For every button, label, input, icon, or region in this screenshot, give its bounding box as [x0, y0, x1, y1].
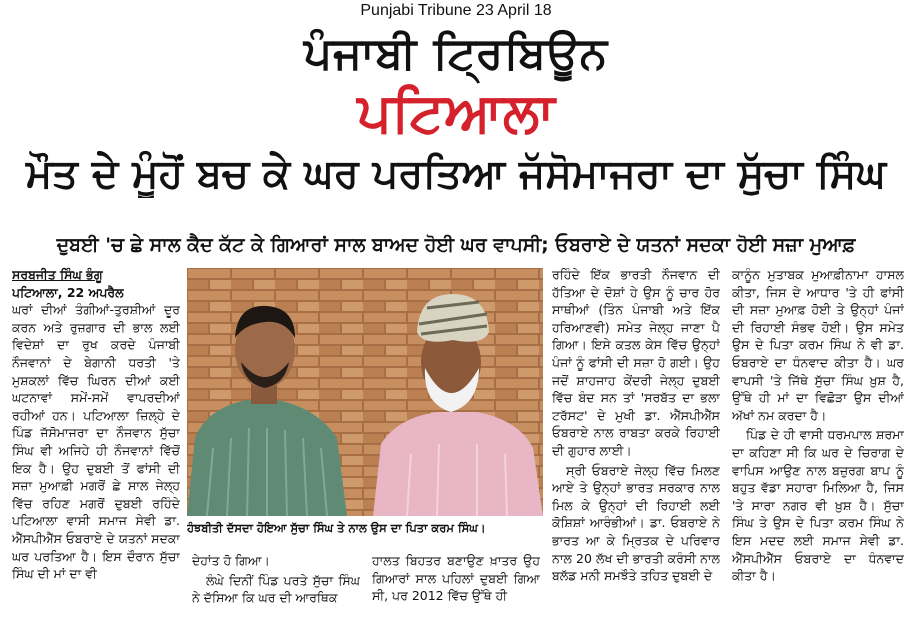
subheadline: ਦੁਬਈ 'ਚ ਛੇ ਸਾਲ ਕੈਦ ਕੱਟ ਕੇ ਗਿਆਰਾਂ ਸਾਲ ਬਾਅਦ ਹੋਈ ਘਰ ਵਾਪਸੀ; ਓਬਰਾਏ ਦੇ ਯਤਨਾਂ ਸਦਕਾ ਹੋਈ ਸਜ਼ਾ ਮੁਆਫ਼ [56, 234, 856, 256]
section-title: ਪਟਿਆਲਾ [357, 81, 555, 144]
photo-illustration [187, 268, 543, 516]
column-2-text-2: ਲੰਘੇ ਦਿਨੀਂ ਪਿੰਡ ਪਰਤੇ ਸੁੱਚਾ ਸਿੰਘ ਨੇ ਦੱਸਿਆ ਕਿ ਘਰ ਦੀ ਆਰਥਿਕ [192, 572, 360, 606]
column-1-text: ਘਰਾਂ ਦੀਆਂ ਤੰਗੀਆਂ-ਤੁਰਸ਼ੀਆਂ ਦੂਰ ਕਰਨ ਅਤੇ ਰੁਜ਼ਗਾਰ ਦੀ ਭਾਲ ਲਈ ਵਿਦੇਸ਼ਾਂ ਦਾ ਰੁਖ ਕਰਦੇ ਪੰਜਾਬੀ ਨੌਜਵਾਨਾਂ ਦੇ ਬੇਗਾਨੀ ਧਰਤੀ 'ਤੇ ਮੁਸ਼ਕਲਾਂ ਵਿੱਚ ਘਿਰਨ ਦੀਆਂ ਕਈ ਘਟਨਾਵਾਂ ਸਮੇਂ-ਸਮੇਂ ਵਾਪਰਦੀਆਂ ਰਹੀਆਂ ਹਨ। ਪਟਿਆਲਾ ਜ਼ਿਲ੍ਹੇ ਦੇ ਪਿੰਡ ਜੱਸੋਮਾਜਰਾ ਦਾ ਨੌਜਵਾਨ ਸੁੱਚਾ ਸਿੰਘ ਵੀ ਅਜਿਹੇ ਹੀ ਨੌਜਵਾਨਾਂ ਵਿੱਚੋਂ ਇਕ ਹੈ। ਉਹ ਦੁਬਈ ਤੋਂ ਫਾਂਸੀ ਦੀ ਸਜ਼ਾ ਮੁਆਫ਼ੀ ਮਗਰੋਂ ਛੇ ਸਾਲ ਜੇਲ੍ਹ ਵਿੱਚ ਰਹਿਣ ਮਗਰੋਂ ਦੁਬਈ ਰਹਿੰਦੇ ਪਟਿਆਲਾ ਵਾਸੀ ਸਮਾਜ ਸੇਵੀ ਡਾ. ਐੱਸਪੀਐੱਸ ਓਬਰਾਏ ਦੇ ਯਤਨਾਂ ਸਦਕਾ ਘਰ ਪਰਤਿਆ ਹੈ। ਇਸ ਦੌਰਾਨ ਸੁੱਚਾ ਸਿੰਘ ਦੀ ਮਾਂ ਦਾ ਵੀ [12, 302, 180, 582]
byline: ਸਰਬਜੀਤ ਸਿੰਘ ਭੰਗੂ [12, 267, 103, 282]
newspaper-masthead: ਪੰਜਾਬੀ ਟ੍ਰਿਬਿਊਨ [303, 28, 609, 79]
column-3-text: ਹਾਲਤ ਬਿਹਤਰ ਬਣਾਉਣ ਖ਼ਾਤਰ ਉਹ ਗਿਆਰਾਂ ਸਾਲ ਪਹਿਲਾਂ ਦੁਬਈ ਗਿਆ ਸੀ, ਪਰ 2012 ਵਿੱਚ ਉੱਥੇ ਹੀ [372, 553, 540, 604]
source-line: Punjabi Tribune 23 April 18 [360, 2, 552, 19]
column-5-text-2: ਪਿੰਡ ਦੇ ਹੀ ਵਾਸੀ ਧਰਮਪਾਲ ਸ਼ਰਮਾ ਦਾ ਕਹਿਣਾ ਸੀ ਕਿ ਘਰ ਦੇ ਚਿਰਾਗ ਦੇ ਵਾਪਿਸ ਆਉਣ ਨਾਲ ਬਜ਼ੁਰਗ ਬਾਪ ਨੂੰ ਬਹੁਤ ਵੱਡਾ ਸਹਾਰਾ ਮਿਲਿਆ ਹੈ, ਜਿਸ 'ਤੇ ਸਾਰਾ ਨਗਰ ਵੀ ਖ਼ੁਸ਼ ਹੈ। ਸੁੱਚਾ ਸਿੰਘ ਤੇ ਉਸ ਦੇ ਪਿਤਾ ਕਰਮ ਸਿੰਘ ਨੇ ਇਸ ਮਦਦ ਲਈ ਸਮਾਜ ਸੇਵੀ ਡਾ. ਐੱਸਪੀਐੱਸ ਓਬਰਾਏ ਦਾ ਧੰਨਵਾਦ ਕੀਤਾ ਹੈ। [732, 427, 904, 584]
article-photo [187, 268, 543, 516]
headline: ਮੌਤ ਦੇ ਮੂੰਹੋਂ ਬਚ ਕੇ ਘਰ ਪਰਤਿਆ ਜੱਸੋਮਾਜਰਾ ਦਾ ਸੁੱਚਾ ਸਿੰਘ [25, 151, 887, 197]
column-4-text-1: ਰਹਿੰਦੇ ਇੱਕ ਭਾਰਤੀ ਨੌਜਵਾਨ ਦੀ ਹੱਤਿਆ ਦੇ ਦੋਸ਼ਾਂ ਹੇ ਉਸ ਨੂੰ ਚਾਰ ਹੋਰ ਸਾਥੀਆਂ (ਤਿੰਨ ਪੰਜਾਬੀ ਅਤੇ ਇੱਕ ਹਰਿਆਣਵੀ) ਸਮੇਤ ਜੇਲ੍ਹ ਜਾਣਾ ਪੈ ਗਿਆ। ਇਸੇ ਕਤਲ ਕੇਸ ਵਿੱਚ ਉਨ੍ਹਾਂ ਪੰਜਾਂ ਨੂੰ ਫਾਂਸੀ ਦੀ ਸਜ਼ਾ ਹੋ ਗਈ। ਉਹ ਜਦੋਂ ਸ਼ਾਹਜਾਹ ਕੇਂਦਰੀ ਜੇਲ੍ਹ ਦੁਬਈ ਵਿੱਚ ਬੰਦ ਸਨ ਤਾਂ 'ਸਰਬੱਤ ਦਾ ਭਲਾ ਟਰੱਸਟ' ਦੇ ਮੁਖੀ ਡਾ. ਐੱਸਪੀਐੱਸ ਓਬਰਾਏ ਨਾਲ ਰਾਬਤਾ ਕਰਕੇ ਰਿਹਾਈ ਦੀ ਗੁਹਾਰ ਲਾਈ। [552, 267, 720, 458]
column-4 [552, 266, 720, 614]
column-5-text-1: ਕਾਨੂੰਨ ਮੁਤਾਬਕ ਮੁਆਫ਼ੀਨਾਮਾ ਹਾਸਲ ਕੀਤਾ, ਜਿਸ ਦੇ ਆਧਾਰ 'ਤੇ ਹੀ ਫਾਂਸੀ ਦੀ ਸਜ਼ਾ ਮੁਆਫ਼ ਹੋਈ ਤੇ ਉਨ੍ਹਾਂ ਪੰਜਾਂ ਦੀ ਰਿਹਾਈ ਸੰਭਵ ਹੋਈ। ਉਸ ਸਮੇਤ ਉਸ ਦੇ ਪਿਤਾ ਕਰਮ ਸਿੰਘ ਨੇ ਵੀ ਡਾ. ਓਬਰਾਏ ਦਾ ਧੰਨਵਾਦ ਕੀਤਾ ਹੈ। ਘਰ ਵਾਪਸੀ 'ਤੇ ਜਿੱਥੇ ਸੁੱਚਾ ਸਿੰਘ ਖ਼ੁਸ਼ ਹੈ, ਉੱਥੇ ਹੀ ਮਾਂ ਦਾ ਵਿਛੋੜਾ ਉਸ ਦੀਆਂ ਅੱਖਾਂ ਨਮ ਕਰਦਾ ਹੈ। [732, 267, 904, 423]
column-2-text-1: ਦੇਹਾਂਤ ਹੋ ਗਿਆ। [192, 553, 270, 568]
photo-caption: ਹੰਝਬੀਤੀ ਦੱਸਦਾ ਹੋਇਆ ਸੁੱਚਾ ਸਿੰਘ ਤੇ ਨਾਲ ਉਸ ਦਾ ਪਿਤਾ ਕਰਮ ਸਿੰਘ। [187, 521, 486, 535]
column-5 [732, 266, 904, 614]
column-1 [12, 266, 180, 614]
column-4-text-2: ਸ੍ਰੀ ਓਬਰਾਏ ਜੇਲ੍ਹ ਵਿੱਚ ਮਿਲਣ ਆਏ ਤੇ ਉਨ੍ਹਾਂ ਭਾਰਤ ਸਰਕਾਰ ਨਾਲ ਮਿਲ ਕੇ ਉਨ੍ਹਾਂ ਦੀ ਰਿਹਾਈ ਲਈ ਕੋਸ਼ਿਸ਼ਾਂ ਆਰੰਭੀਆਂ। ਡਾ. ਓਬਰਾਏ ਨੇ ਭਾਰਤ ਆ ਕੇ ਮ੍ਰਿਤਕ ਦੇ ਪਰਿਵਾਰ ਨਾਲ 20 ਲੱਖ ਦੀ ਭਾਰਤੀ ਕਰੰਸੀ ਨਾਲ ਬਲੱਡ ਮਨੀ ਸਮਝੌਤੇ ਤਹਿਤ ਦੁਬਈ ਦੇ [552, 462, 720, 584]
column-2 [192, 552, 360, 614]
dateline: ਪਟਿਆਲਾ, 22 ਅਪਰੈਲ [12, 284, 124, 300]
column-3 [372, 552, 540, 614]
